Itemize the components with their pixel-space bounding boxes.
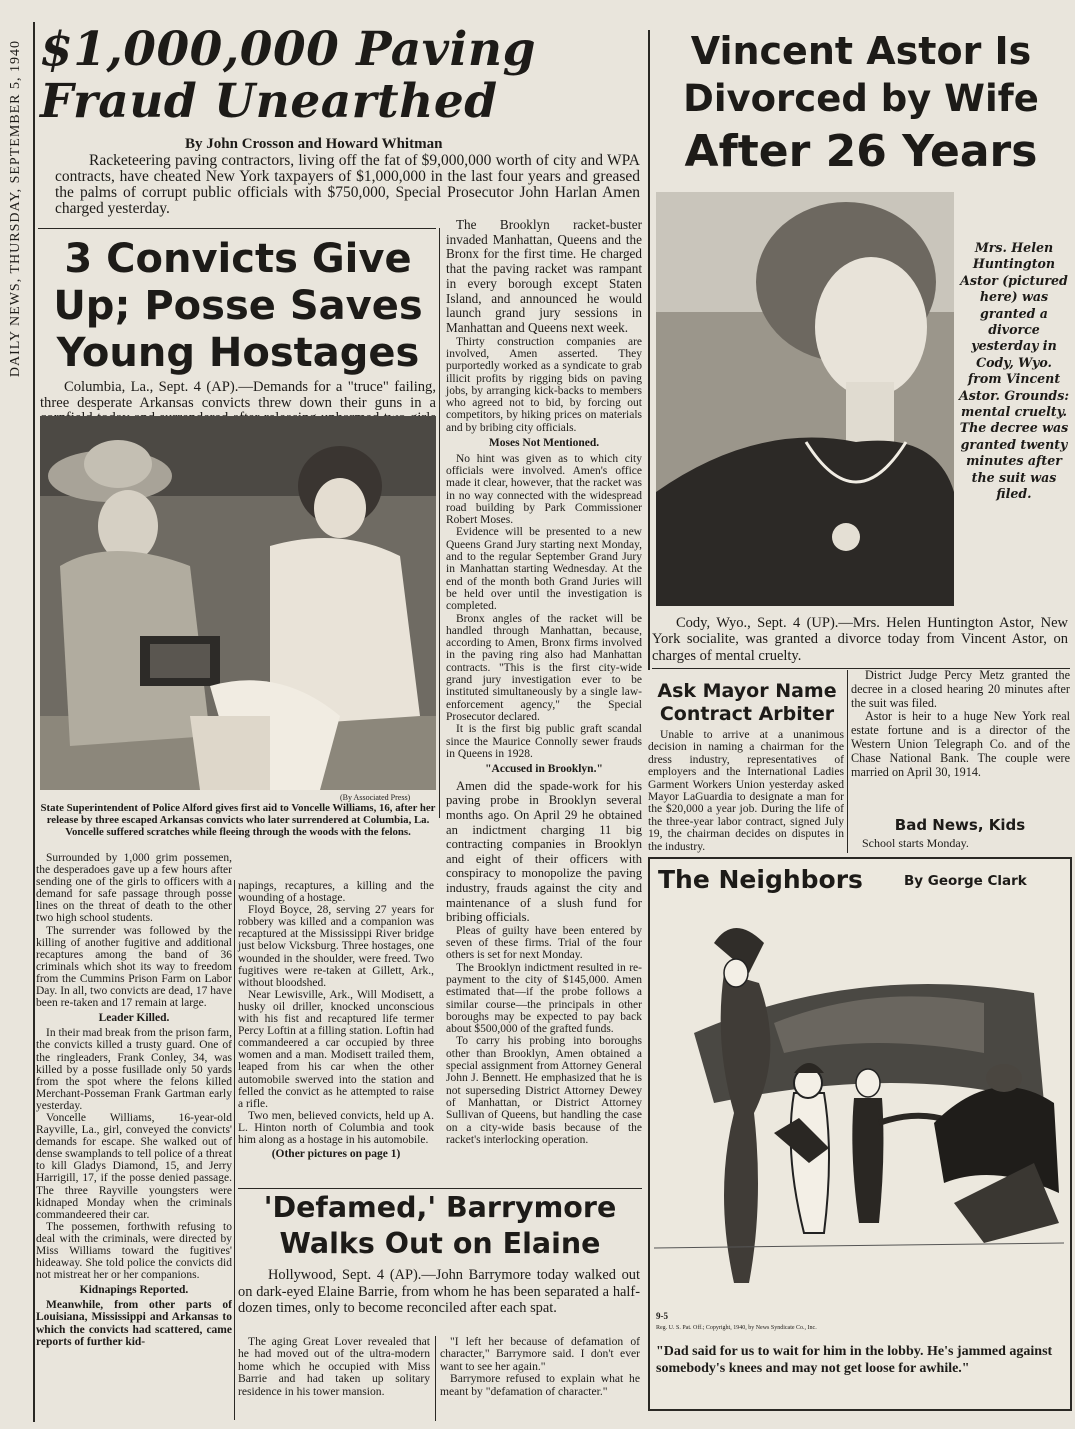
paving-para: No hint was given as to which city officials were involved. Amen's office made it clear, however, that the racket was in no way connected with the widespread road building by Park Commissioner Robert Moses. — [446, 452, 642, 527]
barrymore-para: Barrymore refused to explain what he meant by "defamation of character." — [440, 1372, 640, 1398]
neighbors-caption: "Dad said for us to wait for him in the lobby. He's jammed against somebody's knees and may not get loose for awhile." — [656, 1344, 1053, 1376]
convicts-para: The possemen, forthwith refusing to deal with the criminals, were directed by Miss Williams toward the fugitives' hideaway. She told police the convicts did not mistreat her or her companions. — [36, 1220, 232, 1282]
paving-para: Evidence will be presented to a new Queens Grand Jury starting next Monday, and to the regular September Grand Jury in Manhattan starting Wednesday. At the end of the month both Grand Juries will be held over until the investigation is completed. — [446, 526, 642, 613]
convicts-column-b — [238, 880, 434, 1160]
rule-barrymore — [435, 1336, 436, 1421]
paving-para: Thirty construction companies are involved, Amen asserted. They purportedly worked as a syndicate to grab illicit profits by rigging bids on paving jobs, by arranging kick-backs to members who agreed not to bid, by forcing out competitors, by hiking prices on materials and by bribing city officials. — [446, 335, 642, 434]
convicts-more-pictures: (Other pictures on page 1) — [271, 1148, 401, 1161]
rule-astor — [648, 30, 650, 670]
paving-para: Pleas of guilty have been entered by seven of these firms. Trial of the four others is set for next Monday. — [446, 924, 642, 962]
paving-headline-line2: Fraud Unearthed — [40, 74, 498, 129]
neighbors-cartoon-drawing — [654, 903, 1064, 1311]
paving-headline-line1: $1,000,000 Paving — [40, 22, 536, 77]
convicts-para: In their mad break from the prison farm, the convicts killed a trusty guard. One of the ringleaders, Frank Conley, 34, was killed by a posse fusillade only 50 yards from the spot where the felons killed Merchant-Posseman Frank Gartman early yesterday. — [36, 1027, 232, 1112]
astor-photo — [656, 192, 954, 606]
convicts-para: Voncelle Williams, 16-year-old Rayville, La., girl, conveyed the convicts' demands for escape. She walked out of dense swamplands to tell police of a threat to kill Gladys Diamond, 15, and Jerry Harrigill, 17, if the posse denied passage. The three Rayville youngsters were kidnaped Monday when the criminals commandeered their car. — [36, 1111, 232, 1221]
neighbors-date-mark: 9-5 — [656, 1311, 668, 1321]
convicts-subhead: Kidnapings Reported. — [79, 1284, 189, 1297]
convicts-para: The surrender was followed by the killing of another fugitive and additional recaptures among the band of 36 criminals which shot its way to freedom from the Cummins Prison Farm on Labor Day. In all, two convicts are dead, 17 have been re-taken and 17 remain at large. — [36, 924, 232, 1010]
rule-above-barrymore — [238, 1188, 642, 1189]
convicts-headline — [40, 236, 436, 377]
badnews-headline: Bad News, Kids — [894, 816, 1026, 834]
rule-under-lead — [38, 228, 436, 229]
paving-lead: Racketeering paving contractors, living off the fat of $9,000,000 worth of city and WPA contracts, have cheated New York taxpayers of $1,000,000 in the last four years and greased the palms of corrupt public officials with $750,000, Special Prosecutor John Harlan Amen charged yesterday. — [55, 152, 640, 217]
astor-headline-line1: Vincent Astor Is — [690, 29, 1032, 73]
paving-para: Amen did the spade-work for his paving probe in Brooklyn several months ago. On April 29 he obtained an indictment charging 11 big contracting companies in Brooklyn and eight of their officers with conspiracy to monopolize the paving industry, frauds against the city and maintenance of a slush fund for bribing officials. — [446, 778, 642, 925]
convicts-column-a — [36, 852, 232, 1348]
barrymore-headline — [238, 1190, 642, 1262]
astor-headline-line2: Divorced by Wife — [683, 77, 1039, 120]
convicts-headline-line2: Up; Posse Saves — [53, 283, 423, 329]
convicts-para: Near Lewisville, Ark., Will Modisett, a husky oil driller, knocked unconscious with his fist and recaptured life termer Percy Loftin at a filling station. Loftin had commandeered a car occupied by three women and a man. Modisett trailed them, leaped from his car when the other automobile swerved into the station and felled the convict as he attempted to raise a rifle. — [238, 988, 434, 1110]
dateline — [6, 40, 28, 460]
barrymore-lead: Hollywood, Sept. 4 (AP).—John Barrymore today walked out on dark-eyed Elaine Barrie, from whom he has been separated a half-dozen times, only to become reconciled after each spat. — [238, 1267, 640, 1317]
convicts-headline-line3: Young Hostages — [56, 330, 420, 376]
paving-headline — [40, 24, 645, 128]
convicts-para: Floyd Boyce, 28, serving 27 years for robbery was killed and a companion was recaptured at the Mississippi River bridge just below Vicksburg. Three hostages, one wounded in the shoulder, were freed. Two fugitives were re-taken at Gillett, Ark., without bloodshed. — [238, 904, 434, 989]
convicts-photo-caption: State Superintendent of Police Alford gives first aid to Voncelle Williams, 16, after her release by three escaped Arkansas convicts who later surrendered at Columbia, La. Voncelle suffered scratches while fleeing through the woods with the felons. — [40, 802, 436, 839]
convicts-headline-line1: 3 Convicts Give — [64, 236, 412, 282]
convicts-subhead: Leader Killed. — [98, 1012, 170, 1025]
paving-para: To carry his probing into boroughs other than Brooklyn, Amen obtained a special assignment from Attorney General John J. Bennett. He emphasized that he is not superseding District Attorney Dewey of Manhattan, or District Attorney Sullivan of Queens, but handling the case on a city-wide basis because of the racket's interlocking operation. — [446, 1035, 642, 1146]
rule-paving — [439, 228, 440, 818]
neighbors-copyright: Reg. U. S. Pat. Off.; Copyright, 1940, by News Syndicate Co., Inc. — [656, 1325, 817, 1331]
astor-column — [851, 669, 1070, 779]
paving-para: The Brooklyn racket-buster invaded Manhattan, Queens and the Bronx for the first time. He charged that the paving racket was rampant in every borough except Staten Island, and announced he would launch grand jury sessions in Manhattan and Queens next week. — [446, 217, 642, 335]
paving-column — [446, 218, 642, 1146]
astor-para: Astor is heir to a huge New York real estate fortune and is a director of the Western Union Telegraph Co. and of the Chase National Bank. The couple were married on April 30, 1914. — [851, 709, 1070, 779]
astor-photo-caption: Mrs. Helen Huntington Astor (pictured here) was granted a divorce yesterday in Cody, Wyo. from Vincent Astor. Grounds: mental cruelty. The decree was granted twenty minutes after the suit was filed. — [959, 240, 1069, 502]
barrymore-para: "I left her because of defamation of character," Barrymore said. I don't ever want to see her again." — [440, 1335, 640, 1373]
mayor-headline — [650, 680, 844, 726]
barrymore-headline-line1: 'Defamed,' Barrymore — [263, 1191, 617, 1224]
convicts-para: Two men, believed convicts, held up A. L. Hinton north of Columbia and took him along as a hostage in his automobile. — [238, 1109, 434, 1146]
rule-left — [33, 22, 35, 1422]
rule-astor-cols — [847, 670, 848, 853]
barrymore-para: The aging Great Lover revealed that he had moved out of the ultra-modern home which he occupied with Miss Barrie and had taken up solitary residence in his tower mansion. — [238, 1335, 430, 1398]
paving-byline: By John Crosson and Howard Whitman — [185, 136, 443, 152]
badnews-body: School starts Monday. — [862, 836, 969, 850]
barrymore-column — [440, 1336, 640, 1398]
neighbors-byline: By George Clark — [904, 873, 1027, 889]
astor-portrait-illustration — [656, 192, 954, 606]
convicts-para: Meanwhile, from other parts of Louisiana, Mississippi and Arkansas to which the convicts had scattered, came reports of further kid- — [36, 1299, 232, 1348]
neighbors-cartoon — [654, 903, 1064, 1311]
paving-para: It is the first big public graft scandal since the Maurice Connolly sewer frauds in Queens in 1928. — [446, 723, 642, 760]
neighbors-panel — [648, 857, 1072, 1411]
convicts-photo — [40, 416, 436, 790]
convicts-lead: Columbia, La., Sept. 4 (AP).—Demands for a "truce" failing, three desperate Arkansas convicts threw down their guns in a — [40, 379, 436, 411]
mayor-headline-line1: Ask Mayor Name — [657, 680, 837, 702]
barrymore-headline-line2: Walks Out on Elaine — [279, 1227, 601, 1260]
neighbors-title: The Neighbors — [658, 865, 863, 894]
paving-subhead: "Accused in Brooklyn." — [485, 763, 603, 776]
astor-lead: Cody, Wyo., Sept. 4 (UP).—Mrs. Helen Huntington Astor, New York socialite, was granted a divorce today from Vincent Astor, on charges of mental cruelty. — [652, 615, 1068, 664]
convicts-para: napings, recaptures, a killing and the wounding of a hostage. — [238, 880, 434, 905]
rule-convicts — [234, 880, 235, 1420]
paving-para: Bronx angles of the racket will be handled through Manhattan, because, according to Amen, Bronx firms involved in the paving ring also had Manhattan contracts. "This is the first city-wide grand jury investigation ever to be instituted simultaneously by a single law-enforcement agency," the Special Prosecutor declared. — [446, 612, 642, 723]
mayor-headline-line2: Contract Arbiter — [659, 703, 835, 725]
astor-para: District Judge Percy Metz granted the decree in a closed hearing 20 minutes after the suit was filed. — [851, 668, 1070, 710]
convicts-photo-illustration — [40, 416, 436, 790]
paving-para: The Brooklyn indictment resulted in re-payment to the city of $145,000. Amen estimated that—if the probe follows a similar course—the principals in other boroughs may be expected to pay back about $500,000 of the grafted funds. — [446, 961, 642, 1036]
paving-subhead: Moses Not Mentioned. — [488, 437, 600, 449]
convicts-para: Surrounded by 1,000 grim possemen, the desperadoes gave up a few hours after sending one of the girls to officers with a demand for safe passage through posse lines on the threat of death to the other two high school students. — [36, 852, 232, 925]
mayor-body: Unable to arrive at a unanimous decision in naming a chairman for the dress industry, representatives of employers and the International Ladies Garment Workers Union yesterday asked Mayor LaGuardia to designate a man for the $20,000 a year job. During the life of the three-year labor contract, signed July 19, the chairman decides on disputes in the industry. — [648, 728, 844, 853]
astor-headline — [652, 28, 1070, 180]
convicts-photo-credit: (By Associated Press) — [340, 793, 411, 802]
astor-headline-line3: After 26 Years — [684, 126, 1038, 177]
dateline-text: DAILY NEWS, THURSDAY, SEPTEMBER 5, 1940 — [8, 40, 23, 378]
